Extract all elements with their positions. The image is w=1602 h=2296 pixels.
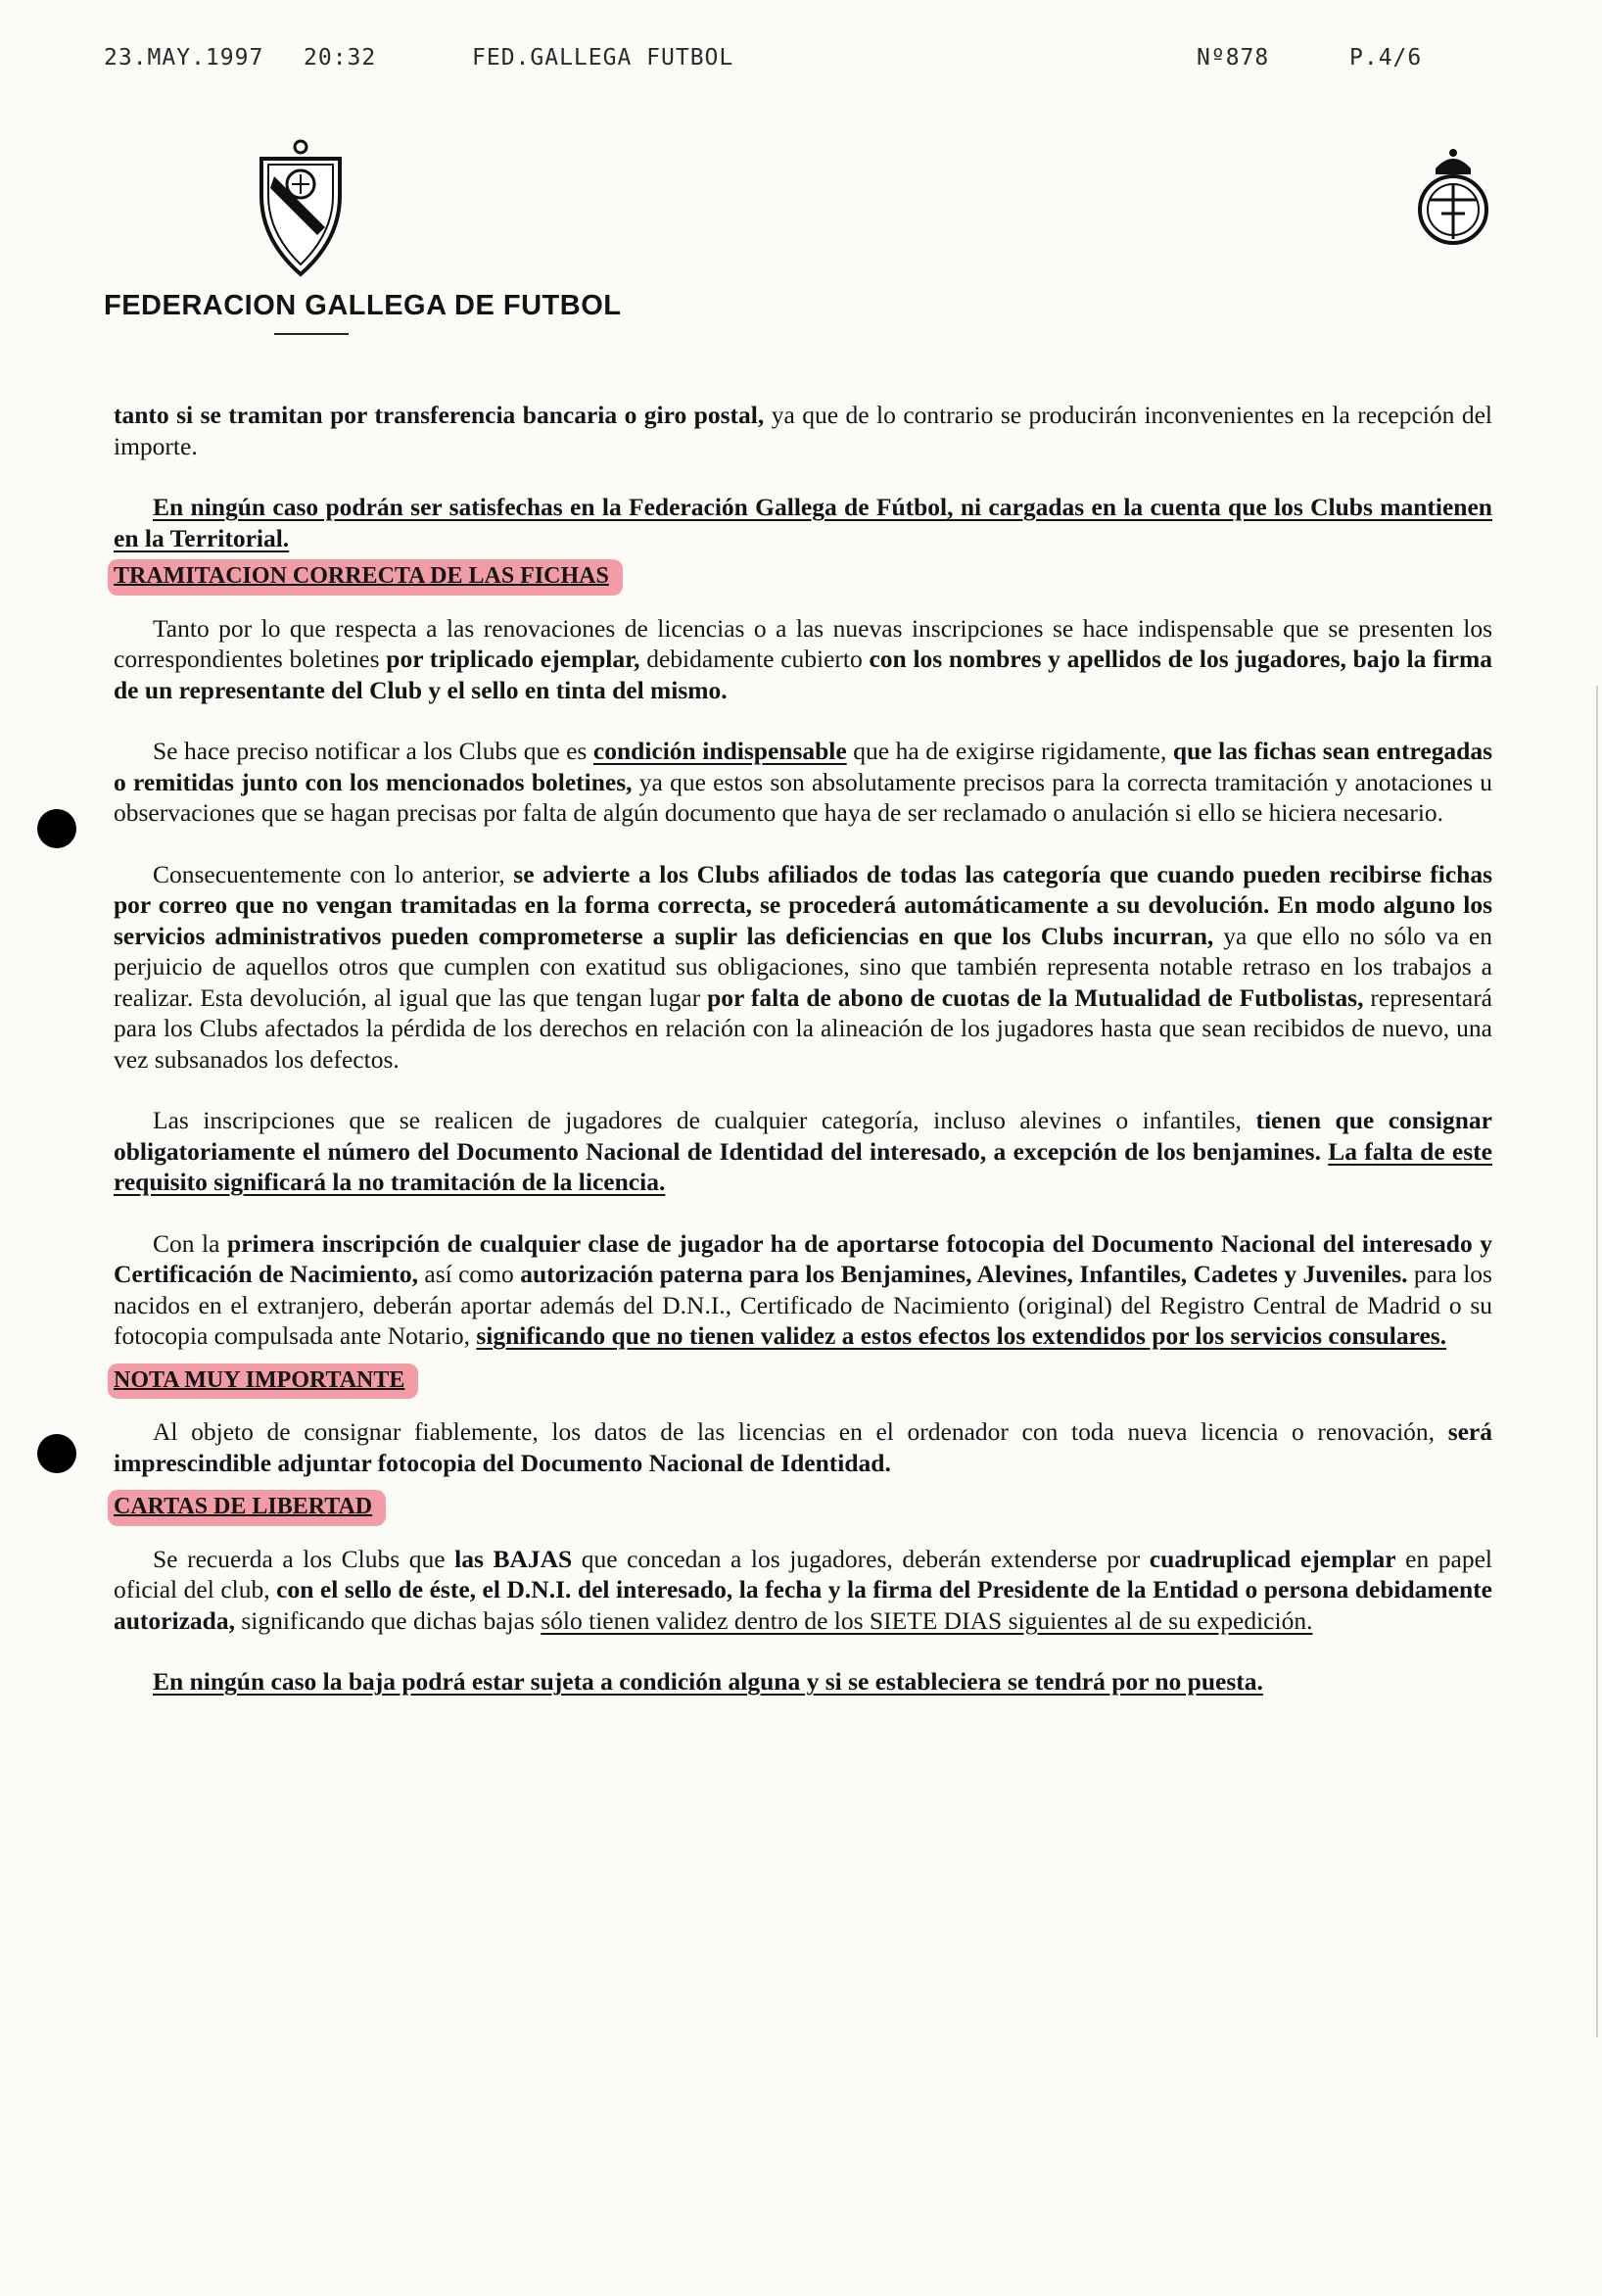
paragraph [114, 1228, 1492, 1352]
text: ya que estos son absolutamente precisos para la correcta tramitación y anotaciones u observaciones que se hagan precisas por falta de algún documento que haya de ser reclamado o anulación si ello se hiciera necesario. [114, 767, 1492, 827]
text: significando que dichas bajas [234, 1605, 542, 1635]
emphasis: tanto si se tramitan por transferencia bancaria o giro postal, [114, 401, 765, 429]
text: ya que de lo contrario se producirán inconvenientes en la recepción del importe. [114, 401, 1492, 460]
rfef-crest-icon [1416, 145, 1490, 251]
emphasis: con los nombres y apellidos de los jugadores, bajo la firma de un representante del Club y el sello en tinta del mismo. [114, 645, 1492, 704]
emphasis: sólo tienen validez dentro de los SIETE DIAS siguientes al de su expedición. [541, 1605, 1313, 1635]
emphasis: autorización paterna para los Benjamines, Alevines, Infantiles, Cadetes y Juveniles. [520, 1260, 1408, 1288]
paragraph [114, 1416, 1492, 1478]
paragraph [114, 400, 1492, 461]
text: Se hace preciso notificar a los Clubs que es [153, 737, 593, 765]
text: en papel oficial del club, [114, 1544, 1493, 1603]
text: Al objeto de consignar fiablemente, los datos de las licencias en el ordenador con toda nueva licencia o renovación, [153, 1417, 1448, 1446]
text: para los nacidos en el extranjero, deberán aportar además del D.N.I., Certificado de Nacimiento (original) del Registro Central de Madrid o su fotocopia compulsada ante Notario, [114, 1260, 1492, 1350]
emphasis: cuadruplicad ejemplar [1149, 1544, 1396, 1573]
text: Con la [153, 1228, 227, 1258]
letter-body [114, 400, 1492, 1698]
emphasis: La falta de este requisito significará la no tramitación de la licencia. [114, 1136, 1492, 1196]
paragraph [114, 492, 1492, 553]
text: Consecuentemente con lo anterior, [153, 859, 514, 888]
text: Las inscripciones que se realicen de jugadores de cualquier categoría, incluso alevines o infantiles, [153, 1106, 1256, 1134]
emphasis: En ningún caso podrán ser satisfechas en la Federación Gallega de Fútbol, ni cargadas en la cuenta que los Clubs mantienen en la Territorial. [114, 493, 1492, 552]
emphasis: significando que no tienen validez a estos efectos los extendidos por los servicios consulares. [476, 1321, 1447, 1350]
emphasis: por falta de abono de cuotas de la Mutualidad de Futbolistas, [707, 982, 1364, 1012]
federation-crest-icon [257, 137, 345, 279]
organization-name: FEDERACION GALLEGA DE FUTBOL [104, 290, 622, 321]
section-heading: TRAMITACION CORRECTA DE LAS FICHAS [108, 559, 623, 596]
paragraph [114, 1666, 1492, 1698]
emphasis: se advierte a los Clubs afiliados de todas las categoría que cuando pueden recibirse fichas por correo que no vengan tramitadas en la forma correcta, se procederá automáticamente a su devolución. En modo alguno los servicios administrativos pueden comprometerse a suplir las deficiencias en que los Clubs incurran, [114, 859, 1492, 950]
fax-page: P.4/6 [1349, 45, 1423, 71]
punch-hole [37, 809, 76, 848]
emphasis: primera inscripción de cualquier clase de jugador ha de aportarse fotocopia del Documento Nacional del interesado y Certificación de Nacimiento, [114, 1228, 1492, 1288]
paragraph [114, 1105, 1492, 1198]
emphasis: que las fichas sean entregadas o remitidas junto con los mencionados boletines, [114, 737, 1493, 796]
fax-time: 20:32 [304, 45, 377, 71]
paragraph [114, 859, 1492, 1076]
paragraph [114, 736, 1492, 829]
emphasis: En ningún caso la baja podrá estar sujeta a condición alguna y si se estableciera se tendrá por no puesta. [153, 1667, 1263, 1696]
punch-hole [37, 1434, 76, 1473]
emphasis: será imprescindible adjuntar fotocopia del Documento Nacional de Identidad. [114, 1417, 1492, 1477]
emphasis: por triplicado ejemplar, [386, 645, 640, 673]
fax-number: Nº878 [1197, 45, 1270, 71]
paragraph [114, 1544, 1492, 1637]
text: así como [417, 1260, 521, 1288]
emphasis: las BAJAS [454, 1544, 573, 1573]
text: debidamente cubierto [639, 645, 870, 673]
emphasis: condición indispensable [592, 737, 847, 765]
text: Tanto por lo que respecta a las renovaciones de licencias o a las nuevas inscripciones se hace indispensable que se presenten los correspondientes boletines [114, 613, 1492, 673]
letterhead-divider [274, 333, 349, 335]
paragraph [114, 613, 1492, 706]
page-edge [1596, 686, 1598, 2037]
section-heading: NOTA MUY IMPORTANTE [108, 1363, 418, 1400]
text: Se recuerda a los Clubs que [153, 1544, 455, 1573]
fax-date: 23.MAY.1997 [104, 45, 264, 71]
emphasis: tienen que consignar obligatoriamente el número del Documento Nacional de Identidad del interesado, a excepción de los benjamines. [114, 1106, 1492, 1166]
text: representará para los Clubs afectados la pérdida de los derechos en relación con la alineación de los jugadores hasta que sean recibidos de nuevo, una vez subsanados los defectos. [114, 982, 1492, 1074]
text: que concedan a los jugadores, deberán extenderse por [572, 1544, 1150, 1573]
section-heading: CARTAS DE LIBERTAD [108, 1490, 386, 1526]
emphasis: con el sello de éste, el D.N.I. del interesado, la fecha y la firma del Presidente de la Entidad o persona debidamente autorizada, [114, 1575, 1492, 1635]
text: ya que ello no sólo va en perjuicio de aquellos otros que cumplen con exatitud sus obligaciones, sino que también representa notable retraso en los trabajos a realizar. Esta devolución, al igual que las que tengan lugar [114, 921, 1492, 1012]
fax-sender: FED.GALLEGA FUTBOL [472, 45, 734, 71]
text: que ha de exigirse rigidamente, [846, 737, 1173, 765]
